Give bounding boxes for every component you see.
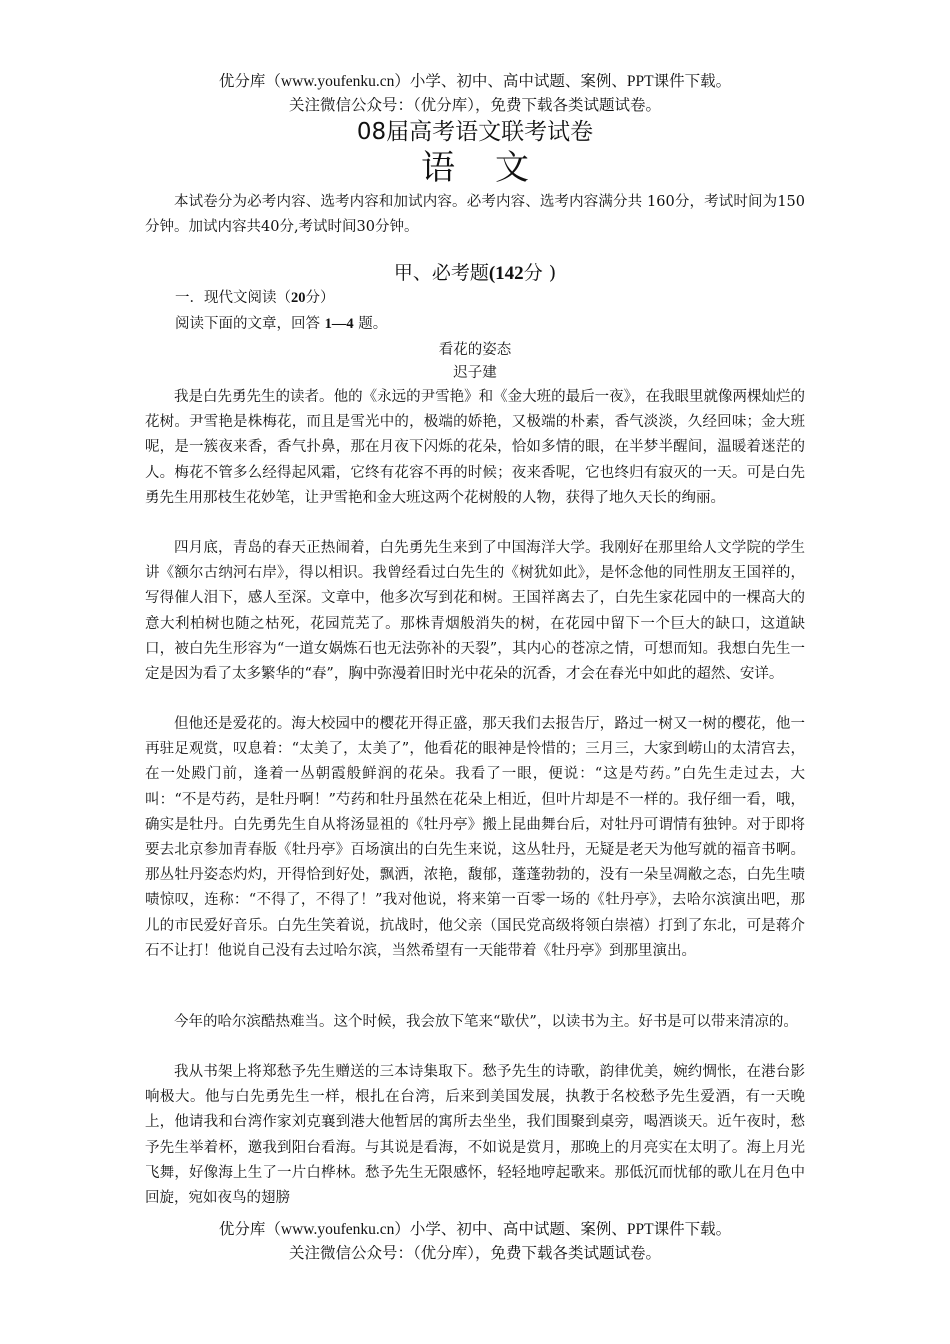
subject-title: 语文 [421,148,569,188]
header-watermark-line2: 关注微信公众号：（优分库），免费下载各类试题试卷。 [288,97,661,114]
header-watermark-line1: 优分库（www.youfenku.cn）小学、初中、高中试题、案例、PPT课件下载。 [218,73,732,90]
question-group-score: 20 [291,290,306,306]
section-heading [0,260,950,287]
question-group-label [175,287,335,309]
instruction-text: 阅读下面的文章，回答 [175,316,325,332]
instruction-tail: 题。 [353,316,388,332]
article-paragraph-5: 我从书架上将郑愁予先生赠送的三本诗集取下。愁予先生的诗歌，韵律优美，婉约惆怅，在港台影响极大。他与白先勇先生一样，根扎在台湾，后来到美国发展，执教于名校愁予先生爱酒，有一天晚上，他请我和台湾作家刘克襄到港大他暂居的寓所去坐坐，我们围聚到桌旁，喝酒谈天。近午夜时，愁予先生举着杯，邀我到阳台看海。与其说是看海，不如说是赏月，那晚上的月亮实在太明了。海上月光飞舞，好像海上生了一片白桦林。愁予先生无限感怀，轻轻地哼起歌来。那低沉而忧郁的歌儿在月色中回旋，宛如夜鸟的翅膀 [145,1064,805,1207]
article-title: 看花的姿态 [438,342,512,358]
section-heading-unit: 分 ) [523,262,557,284]
article-paragraph-2: 四月底，青岛的春天正热闹着，白先勇先生来到了中国海洋大学。我刚好在那里给人文学院的学生讲《额尔古纳河右岸》，得以相识。我曾经看过白先生的《树犹如此》，是怀念他的同性朋友王国祥的，写得催人泪下，感人至深。文章中，他多次写到花和树。王国祥离去了，白先生家花园中的一棵高大的意大利柏树也随之枯死，花园荒芜了。那株青烟般消失的树，在花园中留下一个巨大的缺口，这道缺口，被白先生形容为“一道女娲炼石也无法弥补的天裂”，其内心的苍凉之情，可想而知。我想白先生一定是因为看了太多繁华的“春”，胸中弥漫着旧时光中花朵的沉香，才会在春光中如此的超然、安详。 [145,540,805,683]
instruction-range: 1—4 [324,316,354,332]
footer-watermark-line1: 优分库（www.youfenku.cn）小学、初中、高中试题、案例、PPT课件下载。 [218,1221,732,1238]
article-paragraph-1: 我是白先勇先生的读者。他的《永远的尹雪艳》和《金大班的最后一夜》，在我眼里就像两棵灿烂的花树。尹雪艳是株梅花，而且是雪光中的，极端的娇艳，又极端的朴素，香气淡淡，久经回味；金大班呢，是一簇夜来香，香气扑鼻，那在月夜下闪烁的花朵，恰如多情的眼，在半梦半醒间，温暖着迷茫的人。梅花不管多么经得起风霜，它终有花容不再的时候；夜来香呢，它也终归有寂灭的一天。可是白先勇先生用那枝生花妙笔，让尹雪艳和金大班这两个花树般的人物，获得了地久天长的绚丽。 [145,389,805,506]
section-heading-text: 甲、必考题 [393,262,489,284]
article-paragraph-3: 但他还是爱花的。海大校园中的樱花开得正盛，那天我们去报告厅，路过一树又一树的樱花，他一再驻足观赏，叹息着：“太美了，太美了”，他看花的眼神是怜惜的；三月三，大家到崂山的太清宫去，在一处殿门前，逢着一丛朝霞般鲜润的花朵。我看了一眼，便说：“这是芍药。”白先生走过去，大叫：“不是芍药，是牡丹啊！”芍药和牡丹虽然在花朵上相近，但叶片却是不一样的。我仔细一看，哦，确实是牡丹。白先勇先生自从将汤显祖的《牡丹亭》搬上昆曲舞台后，对牡丹可谓情有独钟。对于即将要去北京参加青春版《牡丹亭》百场演出的白先生来说，这丛牡丹，无疑是老天为他写就的福音书啊。那丛牡丹姿态灼灼，开得恰到好处，飘洒，浓艳，馥郁，蓬蓬勃勃的，没有一朵呈凋敝之态，白先生啧啧惊叹，连称：“不得了，不得了！”我对他说，将来第一百零一场的《牡丹亭》，去哈尔滨演出吧，那儿的市民爱好音乐。白先生笑着说，抗战时，他父亲（国民党高级将领白崇禧）打到了东北，可是蒋介石不让打！他说自己没有去过哈尔滨，当然希望有一天能带着《牡丹亭》到那里演出。 [145,716,805,959]
exam-intro: 本试卷分为必考内容、选考内容和加试内容。必考内容、选考内容满分共 160分，考试时间为150分钟。加试内容共40分,考试时间30分钟。 [145,194,805,236]
exam-title: 08届高考语文联考试卷 [356,119,594,145]
reading-instruction [175,313,387,335]
section-heading-score: (142 [488,263,524,284]
question-group-text: 一．现代文阅读（ [175,290,291,306]
question-group-unit: 分） [305,290,335,306]
article-paragraph-4: 今年的哈尔滨酷热难当。这个时候，我会放下笔来“歇伏”，以读书为主。好书是可以带来清凉的。 [174,1014,798,1030]
article-author: 迟子建 [453,365,497,381]
footer-watermark-line2: 关注微信公众号：（优分库），免费下载各类试题试卷。 [288,1245,661,1262]
